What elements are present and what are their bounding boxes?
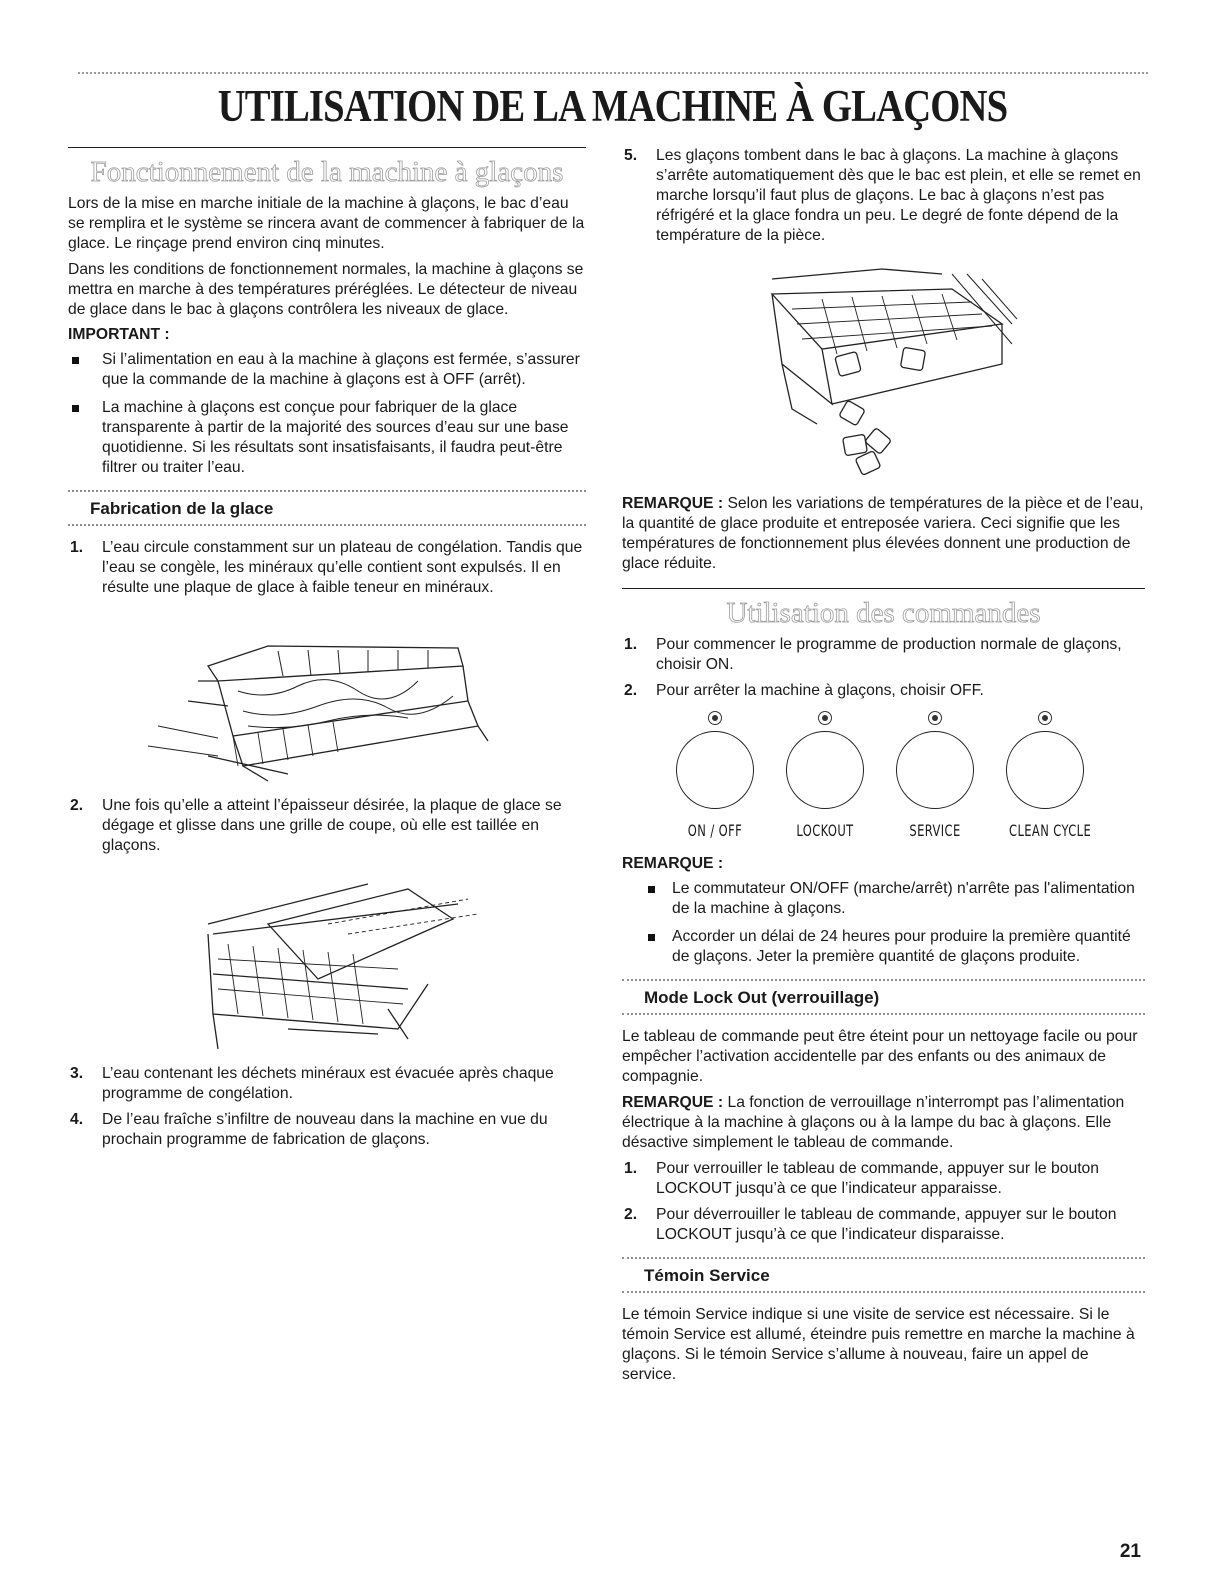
step-text: Pour arrêter la machine à glaçons, choisir OFF. bbox=[656, 682, 984, 699]
step-text: L’eau circule constamment sur un plateau de congélation. Tandis que l’eau se congèle, les minéraux qu’elle contient sont expulsés. Il en résulte une plaque de glace à faible teneur en minéraux. bbox=[102, 539, 583, 596]
button-label: LOCKOUT bbox=[796, 821, 854, 840]
step-number: 2. bbox=[624, 1206, 638, 1223]
note-label: REMARQUE : bbox=[622, 855, 724, 872]
list-item: Accorder un délai de 24 heures pour produire la première quantité de glaçons. Jeter la première quantité de glaçons produite. bbox=[622, 927, 1145, 967]
paragraph: Lors de la mise en marche initiale de la machine à glaçons, le bac d’eau se remplira et le système se rincera avant de commencer à fabriquer de la glace. Le rinçage prend environ cinq minutes. bbox=[68, 195, 585, 252]
indicator-light-icon bbox=[1038, 711, 1052, 725]
ice-bin-illustration bbox=[622, 254, 1145, 484]
list-item bbox=[68, 796, 586, 856]
fabrication-steps bbox=[68, 538, 586, 598]
list-item bbox=[68, 538, 586, 598]
button-circle bbox=[786, 731, 864, 809]
list-item: Si l’alimentation en eau à la machine à glaçons est fermée, s’assurer que la commande de la machine à glaçons est à OFF (arrêt). bbox=[68, 350, 586, 390]
button-label: SERVICE bbox=[909, 821, 961, 840]
clean-cycle-control bbox=[1000, 711, 1090, 840]
note-lockout bbox=[622, 1093, 1145, 1153]
step-text: Pour déverrouiller le tableau de commande, appuyer sur le bouton LOCKOUT jusqu’à ce que l’indicateur disparaisse. bbox=[656, 1206, 1117, 1243]
note-label: REMARQUE : bbox=[622, 1094, 724, 1111]
top-dotted-rule bbox=[78, 72, 1148, 74]
right-column bbox=[622, 146, 1145, 1391]
indicator-light-icon bbox=[708, 711, 722, 725]
list-item bbox=[622, 1205, 1145, 1245]
step-text: Pour verrouiller le tableau de commande, appuyer sur le bouton LOCKOUT jusqu’à ce que l’indicateur apparaisse. bbox=[656, 1160, 1099, 1197]
list-item bbox=[622, 681, 1145, 701]
list-item: La machine à glaçons est conçue pour fabriquer de la glace transparente à partir de la majorité des sources d’eau sur une base quotidienne. Si les résultats sont insatisfaisants, il faudra peut-être filtrer ou traiter l’eau. bbox=[68, 398, 586, 478]
step-number: 2. bbox=[70, 797, 84, 814]
left-column bbox=[68, 143, 586, 1158]
list-item bbox=[622, 146, 1145, 246]
button-label: ON / OFF bbox=[687, 821, 743, 840]
fabrication-steps-cont bbox=[68, 796, 586, 856]
subheading-fabrication: Fabrication de la glace bbox=[68, 490, 586, 526]
commandes-notes bbox=[622, 879, 1145, 967]
step-number: 1. bbox=[70, 539, 84, 556]
note-text: Selon les variations de températures de la pièce et de l’eau, la quantité de glace produite et entreposée variera. Ceci signifie que les températures de fonctionnement plus élevées donnent une production de glace réduite. bbox=[622, 495, 1144, 572]
freezing-plate-illustration bbox=[68, 606, 586, 786]
commandes-steps bbox=[622, 635, 1145, 701]
section-rule bbox=[622, 588, 1145, 589]
note-text: La fonction de verrouillage n’interrompt pas l’alimentation électrique à la machine à glaçons ou à la lampe du bac à glaçons. Elle désactive simplement le tableau de commande. bbox=[622, 1094, 1125, 1151]
step-number: 5. bbox=[624, 147, 638, 164]
step-number: 1. bbox=[624, 1160, 638, 1177]
paragraph: Le tableau de commande peut être éteint pour un nettoyage facile ou pour empêcher l’activation accidentelle par des enfants ou des animaux de compagnie. bbox=[622, 1028, 1138, 1085]
important-list bbox=[68, 350, 586, 478]
button-circle bbox=[896, 731, 974, 809]
lockout-steps bbox=[622, 1159, 1145, 1245]
subheading-service: Témoin Service bbox=[622, 1257, 1145, 1293]
page-number: 21 bbox=[1119, 1541, 1141, 1562]
button-circle bbox=[676, 731, 754, 809]
step-number: 1. bbox=[624, 636, 638, 653]
list-item bbox=[68, 1110, 586, 1150]
indicator-light-icon bbox=[818, 711, 832, 725]
fabrication-steps-cont2 bbox=[68, 1064, 586, 1150]
fabrication-steps-cont3 bbox=[622, 146, 1145, 246]
subheading-lockout: Mode Lock Out (verrouillage) bbox=[622, 979, 1145, 1015]
note-fabrication bbox=[622, 494, 1145, 574]
lockout-control bbox=[780, 711, 870, 840]
step-number: 4. bbox=[70, 1111, 84, 1128]
button-circle bbox=[1006, 731, 1084, 809]
step-text: L’eau contenant les déchets minéraux est évacuée après chaque programme de congélation. bbox=[102, 1065, 554, 1102]
list-item bbox=[622, 635, 1145, 675]
service-control bbox=[890, 711, 980, 840]
step-text: Une fois qu’elle a atteint l’épaisseur désirée, la plaque de glace se dégage et glisse dans une grille de coupe, où elle est taillée en glaçons. bbox=[102, 797, 562, 854]
list-item bbox=[622, 1159, 1145, 1199]
step-text: Les glaçons tombent dans le bac à glaçons. La machine à glaçons s’arrête automatiquement dès que le bac est plein, et elle se remet en marche lorsqu’il faut plus de glaçons. Le bac à glaçons n’est pas réfrigéré et la glace fondra un peu. Le degré de fonte dépend de la température de la pièce. bbox=[656, 147, 1141, 244]
list-item: Le commutateur ON/OFF (marche/arrêt) n'arrête pas l'alimentation de la machine à glaçons. bbox=[622, 879, 1145, 919]
control-panel-illustration bbox=[622, 711, 1145, 851]
on-off-control bbox=[670, 711, 760, 840]
cutter-grid-illustration bbox=[68, 864, 586, 1054]
step-number: 2. bbox=[624, 682, 638, 699]
paragraph: Dans les conditions de fonctionnement normales, la machine à glaçons se mettra en marche à des températures préréglées. Le détecteur de niveau de glace dans le bac à glaçons contrôlera les niveaux de glace. bbox=[68, 261, 584, 318]
note-label: REMARQUE : bbox=[622, 495, 724, 512]
section-heading-fonctionnement: Fonctionnement de la machine à glaçons bbox=[90, 156, 564, 188]
list-item bbox=[68, 1064, 586, 1104]
section-heading-commandes: Utilisation des commandes bbox=[726, 597, 1041, 629]
step-text: Pour commencer le programme de production normale de glaçons, choisir ON. bbox=[656, 636, 1122, 673]
important-label: IMPORTANT : bbox=[68, 326, 170, 343]
indicator-light-icon bbox=[928, 711, 942, 725]
step-number: 3. bbox=[70, 1065, 84, 1082]
section-rule bbox=[68, 147, 586, 148]
button-label: CLEAN CYCLE bbox=[1009, 821, 1092, 840]
page-title: UTILISATION DE LA MACHINE À GLAÇONS bbox=[217, 81, 1008, 131]
paragraph: Le témoin Service indique si une visite de service est nécessaire. Si le témoin Service est allumé, éteindre puis remettre en marche la machine à glaçons. Si le témoin Service s’allume à nouveau, faire un appel de service. bbox=[622, 1306, 1135, 1383]
step-text: De l’eau fraîche s’infiltre de nouveau dans la machine en vue du prochain programme de fabrication de glaçons. bbox=[102, 1111, 548, 1148]
